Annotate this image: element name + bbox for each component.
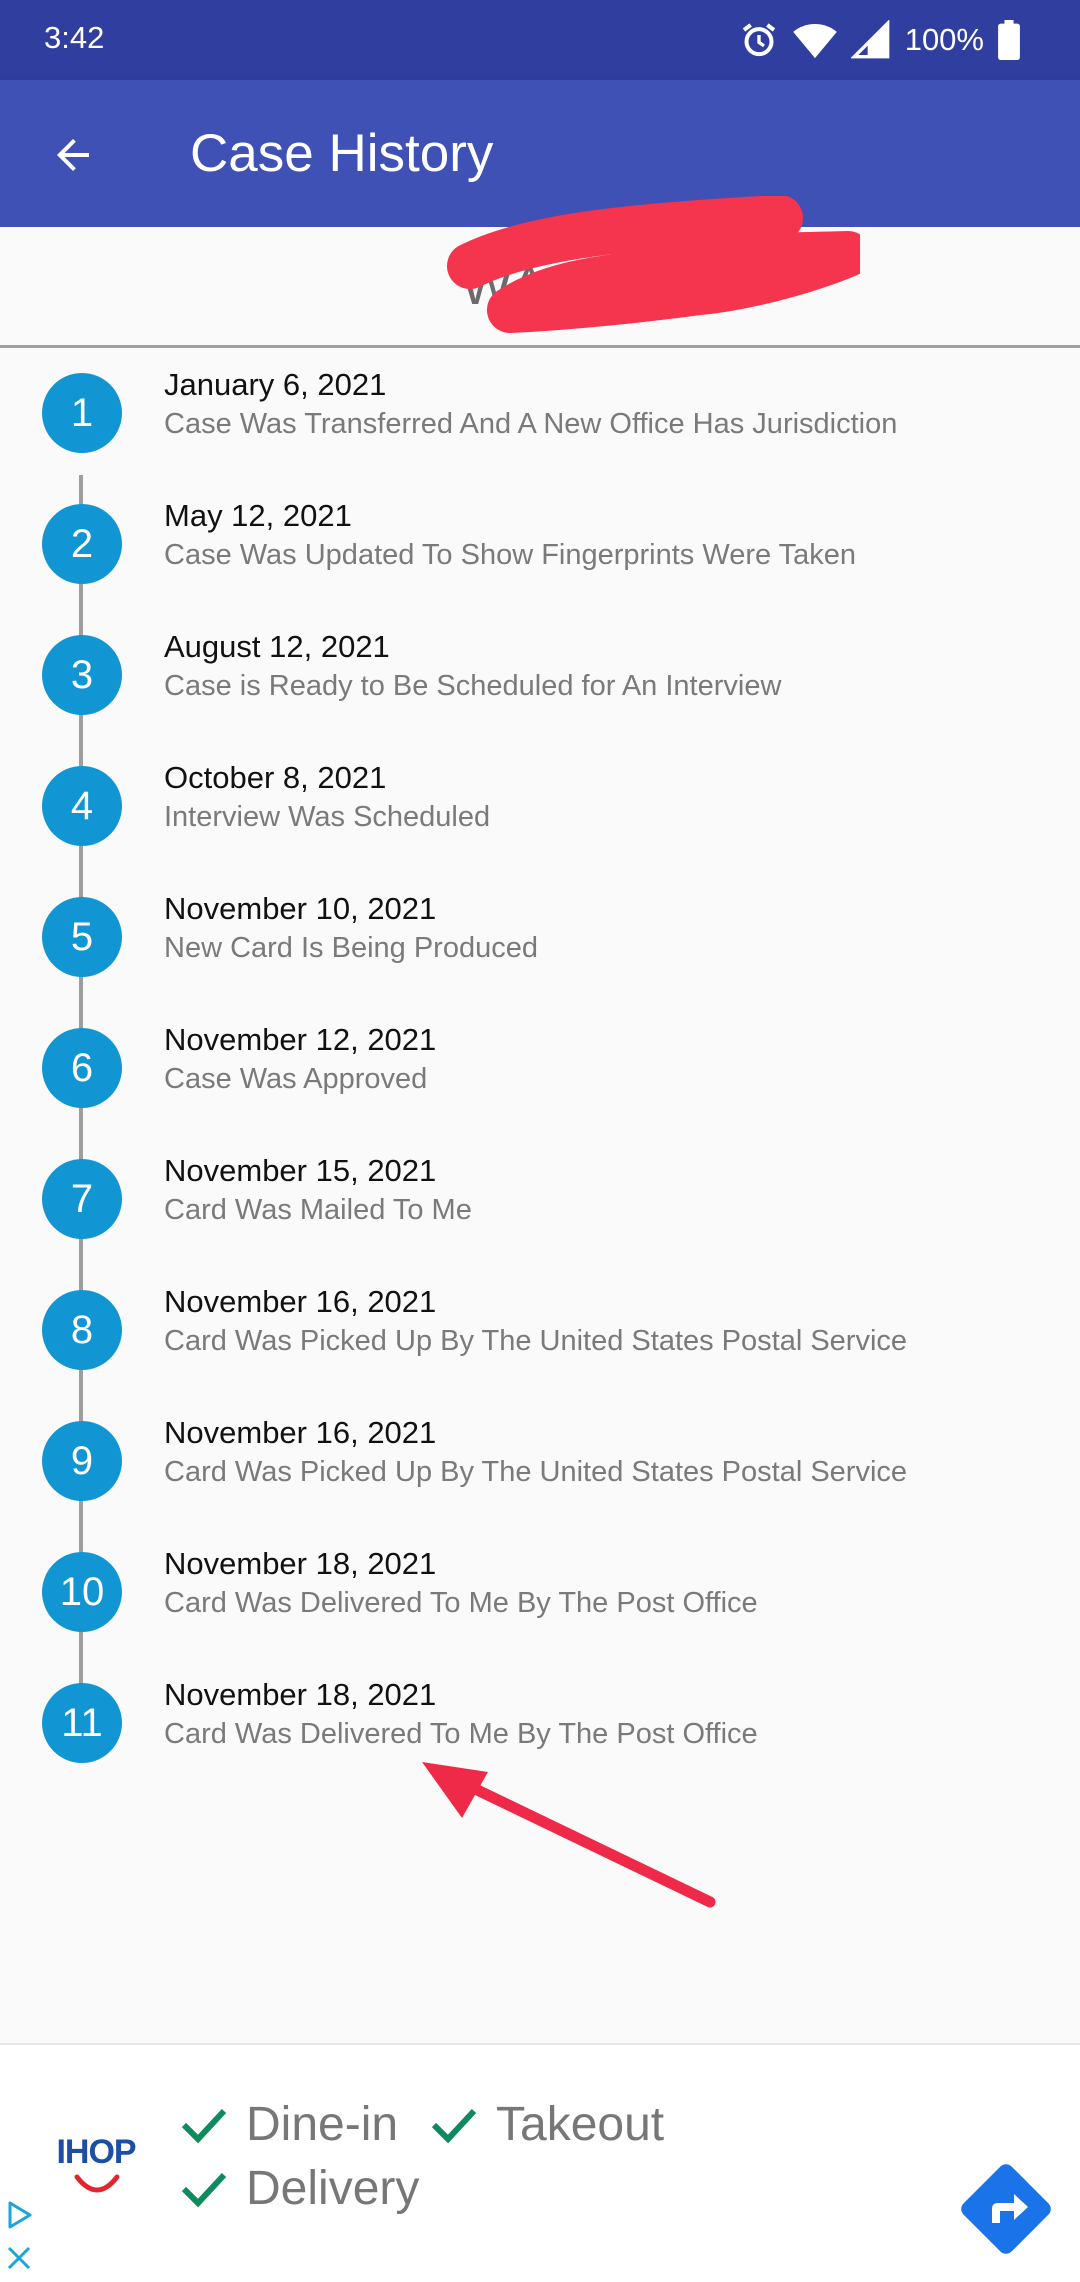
status-bar bbox=[0, 0, 1080, 80]
check-icon bbox=[430, 2105, 478, 2145]
directions-icon[interactable] bbox=[958, 2161, 1054, 2257]
step-number: 9 bbox=[42, 1421, 122, 1501]
signal-icon bbox=[851, 20, 891, 60]
step-number: 11 bbox=[42, 1683, 122, 1763]
step-number: 2 bbox=[42, 504, 122, 584]
battery-icon bbox=[998, 20, 1020, 60]
history-description: Case Was Transferred And A New Office Has Jurisdiction bbox=[164, 408, 898, 440]
step-number: 10 bbox=[42, 1552, 122, 1632]
history-description: Card Was Delivered To Me By The Post Office bbox=[164, 1587, 758, 1619]
step-number: 5 bbox=[42, 897, 122, 977]
history-date: November 18, 2021 bbox=[164, 1546, 437, 1581]
history-description: Case is Ready to Be Scheduled for An Interview bbox=[164, 670, 782, 702]
history-date: November 16, 2021 bbox=[164, 1415, 437, 1450]
history-item bbox=[0, 498, 1080, 629]
step-number: 6 bbox=[42, 1028, 122, 1108]
history-item bbox=[0, 1153, 1080, 1284]
check-icon bbox=[180, 2169, 228, 2209]
history-date: May 12, 2021 bbox=[164, 498, 352, 533]
step-number: 3 bbox=[42, 635, 122, 715]
back-button[interactable] bbox=[38, 120, 108, 190]
step-number: 7 bbox=[42, 1159, 122, 1239]
check-icon bbox=[180, 2105, 228, 2145]
history-date: October 8, 2021 bbox=[164, 760, 387, 795]
smile-icon bbox=[74, 2173, 120, 2199]
close-icon[interactable] bbox=[4, 2243, 34, 2273]
alarm-icon bbox=[739, 20, 779, 60]
step-number: 4 bbox=[42, 766, 122, 846]
page-title: Case History bbox=[190, 124, 494, 183]
ad-option-label: Dine-in bbox=[246, 2098, 399, 2151]
history-description: Card Was Picked Up By The United States Postal Service bbox=[164, 1456, 908, 1488]
battery-level: 100% bbox=[904, 22, 984, 57]
ad-choices-icon[interactable] bbox=[4, 2200, 34, 2230]
history-description: Case Was Approved bbox=[164, 1063, 428, 1095]
history-item bbox=[0, 1415, 1080, 1546]
history-date: November 18, 2021 bbox=[164, 1677, 437, 1712]
ihop-logo[interactable] bbox=[46, 2133, 146, 2203]
history-item bbox=[0, 760, 1080, 891]
history-description: Card Was Mailed To Me bbox=[164, 1194, 472, 1226]
arrow-back-icon bbox=[49, 131, 97, 179]
history-description: Card Was Picked Up By The United States Postal Service bbox=[164, 1325, 908, 1357]
history-description: New Card Is Being Produced bbox=[164, 932, 538, 964]
ad-option-delivery bbox=[180, 2161, 419, 2216]
ad-banner[interactable] bbox=[0, 2043, 1080, 2282]
status-icons bbox=[739, 16, 1020, 64]
history-item bbox=[0, 1546, 1080, 1677]
ad-option-dine-in bbox=[180, 2097, 398, 2152]
history-date: November 12, 2021 bbox=[164, 1022, 437, 1057]
ad-option-label: Takeout bbox=[496, 2098, 665, 2151]
ad-option-label: Delivery bbox=[246, 2162, 420, 2215]
history-description: Case Was Updated To Show Fingerprints Were Taken bbox=[164, 539, 857, 571]
step-number: 8 bbox=[42, 1290, 122, 1370]
history-date: November 15, 2021 bbox=[164, 1153, 437, 1188]
history-description: Card Was Delivered To Me By The Post Office bbox=[164, 1718, 758, 1750]
annotation-arrow bbox=[400, 1750, 730, 1920]
history-date: August 12, 2021 bbox=[164, 629, 390, 664]
history-item bbox=[0, 891, 1080, 1022]
history-date: November 10, 2021 bbox=[164, 891, 437, 926]
wifi-icon bbox=[793, 20, 837, 60]
history-date: November 16, 2021 bbox=[164, 1284, 437, 1319]
status-time: 3:42 bbox=[44, 20, 105, 55]
history-date: January 6, 2021 bbox=[164, 367, 387, 402]
history-item bbox=[0, 367, 1080, 498]
history-item bbox=[0, 1284, 1080, 1415]
step-number: 1 bbox=[42, 373, 122, 453]
history-item bbox=[0, 1022, 1080, 1153]
ad-brand: IHOP bbox=[56, 2133, 136, 2171]
ad-option-takeout bbox=[430, 2097, 664, 2152]
case-number: WAC2 bbox=[460, 256, 619, 316]
history-item bbox=[0, 629, 1080, 760]
history-description: Interview Was Scheduled bbox=[164, 801, 491, 833]
redaction-scribble bbox=[440, 196, 860, 336]
